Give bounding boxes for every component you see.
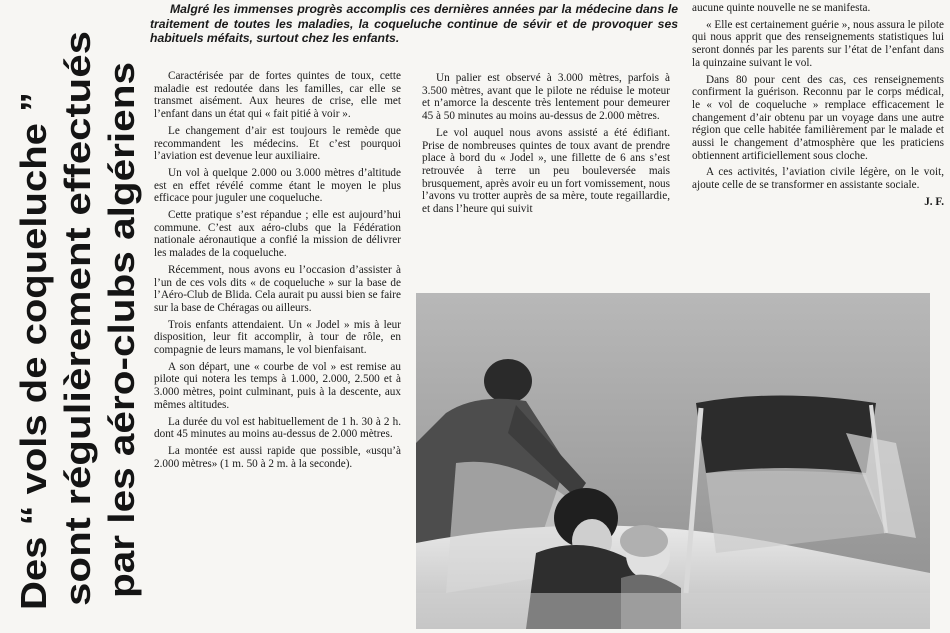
paragraph: A son départ, une « courbe de vol » est remise au pilote qui notera les temps à 1.000, 2.000, 2.500 et à 3.000 mètres, point culminant, puis à la descente, aux mêmes altitudes. — [154, 360, 401, 411]
paragraph: La montée est aussi rapide que possible, «usqu’à 2.000 mètres» (1 m. 50 à 2 m. à la seconde). — [154, 444, 401, 470]
paragraph: Dans 80 pour cent des cas, ces renseignements confirment la guérison. Reconnu par le corps médical, le « vol de coqueluche » remplace efficacement le changement d’air obtenu par un voyage dans une autre région que celle habitée familièrement par le malade et aussi le changement d’atmosphère que les praticiens obtiennent artificiellement sous cloche. — [692, 73, 944, 162]
paragraph: Trois enfants attendaient. Un « Jodel » mis à leur disposition, leur fit accomplir, à tour de rôle, en compagnie de leurs mamans, le vol bienfaisant. — [154, 318, 401, 357]
paragraph: A ces activités, l’aviation civile légère, on le voit, ajoute celle de se transformer en assistante sociale. — [692, 166, 944, 192]
article-photo — [416, 293, 930, 629]
paragraph: Un vol à quelque 2.000 ou 3.000 mètres d’altitude est en effet révélé comme étant le moyen le plus efficace pour juguler une coqueluche. — [154, 166, 401, 205]
author-signature: J. F. — [924, 195, 944, 208]
headline — [4, 8, 146, 620]
column-3 — [692, 2, 944, 213]
paragraph: Le changement d’air est toujours le remède que recommandent les médecins. Et c’est pourquoi l’aviation est devenue leur auxiliaire. — [154, 124, 401, 163]
paragraph: Un palier est observé à 3.000 mètres, parfois à 3.500 mètres, avant que le pilote ne réduise le moteur et n’amorce la descente très lentement pour demeurer 45 à 50 minutes au moins au-dessus de 2.000 mètres. — [422, 72, 670, 123]
lede-paragraph: Malgré les immenses progrès accomplis ces dernières années par la médecine dans le traitement de toutes les maladies, la coqueluche continue de sévir et de provoquer ses habituels méfaits, surtout chez les enfants. — [150, 2, 678, 46]
paragraph-continuation: aucune quinte nouvelle ne se manifesta. — [692, 2, 871, 14]
headline-line-1: Des “ vols de coqueluche ” — [13, 143, 54, 610]
paragraph: Récemment, nous avons eu l’occasion d’assister à l’un de ces vols dits « de coqueluche » sur la base de l’Aéro-Club de Blida. Cela aurait pu aussi bien se faire sur la base de Chéragas ou ailleurs. — [154, 263, 401, 314]
paragraph: La durée du vol est habituellement de 1 h. 30 à 2 h. dont 45 minutes au moins au-dessus de 2.000 mètres. — [154, 415, 401, 441]
headline-line-3: par les aéro-clubs algériens — [101, 121, 142, 598]
paragraph: Le vol auquel nous avons assisté a été édifiant. Prise de nombreuses quintes de toux avant de prendre place à bord du « Jodel », une fillette de 6 ans s’est retrouvée à terre un peu bouleversée mais brusquement, après avoir eu un fort vomissement, nous l’avons vu trotter auprès de sa mère, toute regaillardie, et dans l’heure qui suivit — [422, 126, 670, 216]
paragraph: Caractérisée par de fortes quintes de toux, cette maladie est redoutée dans les familles, car elle se transmet aisément. Aux heures de crise, elle met l’enfant dans un état qui « fait pitié à voir ». — [154, 70, 401, 121]
headline-line-2: sont régulièrement effectués — [57, 113, 98, 606]
column-1 — [154, 70, 401, 474]
paragraph: Cette pratique s’est répandue ; elle est aujourd’hui commune. C’est aux aéro-clubs que la Fédération nationale aéronautique a confié la mission de délivrer les malades de la coqueluche. — [154, 209, 401, 260]
plane-side-strip — [416, 593, 930, 629]
paragraph: « Elle est certainement guérie », nous assura le pilote qui nous apprit que des renseignements statistiques lui seront donnés par les parents sur l’état de l’enfant dans la quinzaine suivant le vol. — [692, 18, 944, 69]
column-2 — [422, 72, 670, 220]
